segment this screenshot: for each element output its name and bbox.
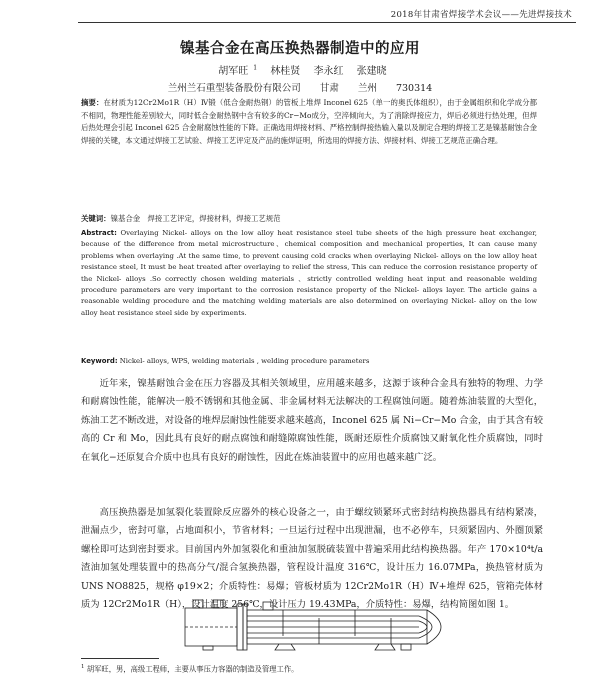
- author-name: 张建晓: [356, 66, 387, 77]
- affiliation-city: 兰州: [357, 83, 377, 94]
- abstract-en-text: Overlaying Nickel- alloys on the low alloy heat resistance steel tube sheets of the high pressure heat exchanger, because of the difference from metal microstructure、chemical composition and mechanical properties, It can cause many problems when overlaying .At the same time, to prevent causing cold cracks when overlaying Nickel- alloys on the low alloy heat resistance steel, It must be heat treated after overlaying to relief the stress, This can reduce the corrosion resistance property of the Nickel- alloys .So correctly chosen welding materials 、strictly controlled welding heat input and reasonable welding procedure parameters are very important to the corrosion resistance property of the Nickel- alloys layer. The article gains a reasonable welding procedure and the matching welding materials are also determined on overlaying Nickel- alloy on the low alloy heat resistance steel side by experiments.: [81, 229, 537, 317]
- keywords-en: [81, 356, 537, 367]
- abstract-en: [81, 228, 537, 319]
- body-paragraph-2: [81, 504, 543, 614]
- abstract-en-label: Abstract:: [81, 229, 117, 237]
- flange: [243, 604, 247, 650]
- affiliation: [0, 80, 600, 94]
- saddle-support: [275, 644, 295, 650]
- affiliation-province: 甘肃: [319, 83, 339, 94]
- shell-nozzle: [401, 644, 411, 650]
- footnote-mark: 1: [81, 664, 85, 670]
- running-header: 2018年甘肃省焊接学术会议——先进焊接技术: [390, 10, 572, 20]
- u-bend: [419, 616, 432, 638]
- heat-exchanger-diagram: [183, 600, 458, 650]
- u-bend: [419, 621, 427, 633]
- footnote-text: 胡军旺，男，高级工程师，主要从事压力容器的制造及管理工作。: [86, 664, 299, 674]
- header-rule: [78, 22, 576, 23]
- abstract-cn: [81, 97, 537, 147]
- inlet-nozzle: [193, 600, 203, 608]
- abstract-cn-text: 在材质为12Cr2Mo1R（H）Ⅳ锻（低合金耐热钢）的管板上堆焊 Inconel 625（单一的奥氏体组织），由于金属组织和化学成分都不相同，物理性能差别较大，同时低合金耐热钢中含有较多的Cr−Mo成分，空淬倾向大，为了消除焊接应力，焊后必须进行热处理，但焊后热处理会引起 Inconel 625 合金耐腐蚀性能的下降。正确选用焊接材料、严格控制焊接热输入量以及制定合理的焊接工艺是镍基耐蚀合金焊接的关键，本文通过焊接工艺试验、焊接工艺评定及产品的施焊证明，所选用的焊接方法、焊接材料、焊接工艺规范正确合理。: [81, 98, 537, 145]
- keywords-cn-text: 镍基合金 焊接工艺评定，焊接材料，焊接工艺规范: [110, 214, 281, 223]
- footnote: [81, 664, 551, 674]
- shell-head: [427, 610, 441, 644]
- keywords-cn: [81, 213, 537, 226]
- author-name: 李永红: [313, 66, 344, 77]
- bottom-nozzle: [203, 646, 213, 650]
- saddle-support: [375, 644, 395, 650]
- body-paragraph-1: [81, 375, 543, 467]
- paper-title: 镍基合金在高压换热器制造中的应用: [180, 41, 420, 57]
- shell-nozzle: [263, 602, 273, 610]
- affiliation-zip: 730314: [395, 83, 433, 94]
- affiliation-org: 兰州兰石重型装备股份有限公司: [167, 83, 301, 94]
- abstract-cn-label: 摘要：: [81, 98, 104, 107]
- footnote-rule: [81, 658, 159, 659]
- keywords-cn-label: 关键词：: [81, 214, 111, 223]
- author-line: [0, 62, 600, 77]
- keywords-en-label: Keyword:: [81, 357, 118, 365]
- keywords-en-text: Nickel- alloys, WPS, welding materials , welding procedure parameters: [119, 357, 370, 365]
- paragraph-text: 近年来，镍基耐蚀合金在压力容器及其相关领域里，应用越来越多，这源于该种合金具有独特的物理、力学和耐腐蚀性能，能解决一般不锈钢和其他金属、非金属材料无法解决的工程腐蚀问题。随着炼油装置的大型化，炼油工艺不断改进，对设备的堆焊层耐蚀性能要求越来越高，Inconel 625 属 Ni−Cr−Mo 合金，由于其含有较高的 Cr 和 Mo，因此具有良好的耐点腐蚀和耐缝隙腐蚀性能，既耐还原性介质腐蚀又耐氧化性介质腐蚀，同时在氧化−还原复合介质中也具有良好的耐蚀性，因此在炼油装置中的应用也越来越广泛。: [81, 378, 543, 463]
- paragraph-text: 高压换热器是加氢裂化装置除反应器外的核心设备之一，由于螺纹锁紧环式密封结构换热器具有结构紧凑，泄漏点少，密封可靠，占地面积小，节省材料；一旦运行过程中出现泄漏，也不必停车，只须紧固内、外圈顶紧螺栓即可达到密封要求。目前国内外加氢裂化和重油加氢脱硫装置中普遍采用此结构换热器。年产 170×10⁴t/a 渣油加氢处理装置中的热高分气/混合氢换热器，管程设计温度 316℃，设计压力 16.07MPa，换热管材质为 UNS NO8825，规格 φ19×2；介质特性：易爆；管板材质为 12Cr2Mo1R（H）Ⅳ+堆焊 625，管箱壳体材质为 12Cr2Mo1R（H），设计温度 256℃，设计压力 19.43MPa，介质特性：易爆，结构简图如图 1。: [81, 507, 543, 611]
- tubesheet: [237, 604, 243, 650]
- author-name: 胡军旺 $^1$: [218, 64, 258, 77]
- outlet-nozzle: [213, 600, 223, 608]
- author-name: 林桂贤: [270, 66, 301, 77]
